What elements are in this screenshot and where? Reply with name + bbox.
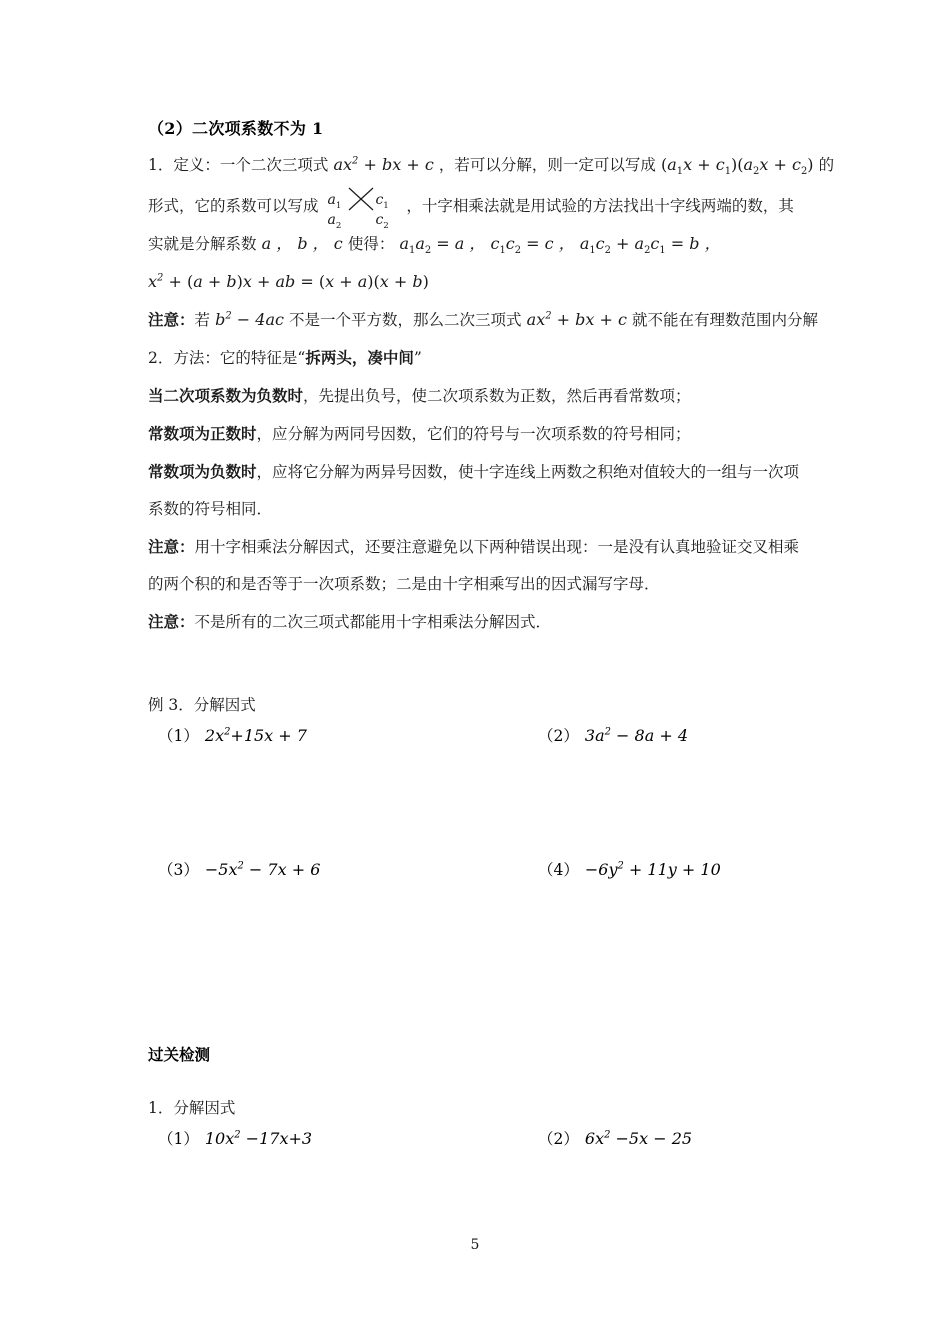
method-rule-1-label: 当二次项系数为负数时 <box>148 386 304 405</box>
definition-equation-2: $c_1c_2 = c$ ， <box>490 234 575 257</box>
page-number: 5 <box>470 1237 480 1253</box>
example-problem-2-expr: $3a^2 - 8a + 4$ <box>584 726 688 745</box>
note-2-label: 注意： <box>148 537 195 556</box>
cross-label-top-right: $c_1$ <box>375 192 389 211</box>
cross-multiplication-diagram <box>325 184 399 231</box>
spacer-after-exercise-heading <box>148 1072 810 1090</box>
definition-text-part3: 的 <box>818 156 835 174</box>
note-1-label: 注意： <box>148 310 195 329</box>
cross-label-bottom-left: $a_2$ <box>327 212 342 231</box>
method-rule-2-label: 常数项为正数时 <box>148 424 257 443</box>
definition-line3-mid: 使得： <box>347 235 395 253</box>
definition-text-part1: 一个二次三项式 <box>219 156 329 174</box>
example-problem-row-1 <box>148 724 810 762</box>
definition-text-part2: ，若可以分解，则一定可以写成 <box>438 156 656 174</box>
section-heading: （2）二次项系数不为 1 <box>148 119 324 138</box>
definition-line-2 <box>148 184 810 231</box>
cross-label-bottom-right: $c_2$ <box>375 212 389 231</box>
definition-line2-prefix: 形式，它的系数可以写成 <box>148 197 319 215</box>
definition-identity-expr: $x^2 + (a + b)x$ + ab = (x + a)(x + b) <box>148 272 429 291</box>
definition-label: 1．定义： <box>148 156 220 174</box>
definition-line-3 <box>148 225 810 263</box>
note-3 <box>148 603 810 641</box>
cross-label-top-left: $a_1$ <box>327 192 342 211</box>
note-2-text: 用十字相乘法分解因式，还要注意避免以下两种错误出现：一是没有认真地验证交叉相乘的两个积的和是否等于一次项系数；二是由十字相乘写出的因式漏写字母． <box>148 538 800 593</box>
exercise-problem-2-expr: $6x^2 -5x - 25$ <box>584 1129 693 1148</box>
method-rule-1 <box>148 377 810 415</box>
note-2 <box>148 528 810 603</box>
definition-equation-3: $a_1c_2 + a_2c_1 = b$ ， <box>579 234 721 257</box>
exercise-heading: 过关检测 <box>148 1045 211 1064</box>
method-line <box>148 339 810 377</box>
example-problem-1-expr: $2x^2+15x + 7$ <box>204 726 307 745</box>
example-problem-row-2 <box>148 858 810 896</box>
exercise-problem-1 <box>158 1127 312 1149</box>
note-1 <box>148 301 819 339</box>
note-1-quadratic-expr: $ax^2$ + bx + c <box>526 310 627 329</box>
method-label: 2．方法： <box>148 349 220 367</box>
note-1-prefix: 若 <box>194 311 211 329</box>
definition-expr-quadratic: $ax^2$ + bx + c <box>333 155 434 174</box>
example-problem-4 <box>538 858 721 880</box>
method-rule-3 <box>148 453 810 528</box>
cross-x-icon <box>347 186 375 212</box>
exercise-problem-row-1 <box>148 1127 810 1165</box>
method-key-phrase: 拆两头，凑中间 <box>305 348 414 367</box>
method-rule-3-label: 常数项为负数时 <box>148 462 257 481</box>
definition-identity-line <box>148 263 810 301</box>
note-1-suffix: 就不能在有理数范围内分解 <box>632 311 819 329</box>
note-1-discriminant-expr: $b^2 - 4ac$ <box>215 310 284 329</box>
definition-line2-suffix: ，十字相乘法就是用试验的方法找出十字线两端的数，其 <box>406 197 794 215</box>
exercise-problem-1-expr: $10x^2 -17x+3$ <box>204 1129 313 1148</box>
spacer-example-rows <box>148 762 810 858</box>
example-problem-3 <box>158 858 320 880</box>
definition-equation-1: $a_1a_2 = a$ ， <box>399 234 486 257</box>
example-problem-2-number: （2） <box>538 727 579 745</box>
page-content <box>148 112 835 1165</box>
example-problem-4-number: （4） <box>538 861 579 879</box>
definition-expr-factored: $(a_1x + c_1)(a_2x + c_2)$ <box>660 155 814 178</box>
definition-line-1 <box>148 146 835 184</box>
spacer-before-example <box>148 641 810 687</box>
method-rule-3-text: ，应将它分解为两异号因数，使十字连线上两数之积绝对值较大的一组与一次项系数的符号相同． <box>148 463 800 518</box>
exercise-problem-1-number: （1） <box>158 1130 199 1148</box>
note-3-text: 不是所有的二次三项式都能用十字相乘法分解因式． <box>194 613 552 631</box>
exercise-problem-2-number: （2） <box>538 1130 579 1148</box>
example-problem-3-expr: $-5x^2 - 7x + 6$ <box>204 860 321 879</box>
definition-line3-prefix: 实就是分解系数 <box>148 235 257 253</box>
definition-coefficient-vars: a ， b ， c <box>261 234 343 253</box>
method-rule-2 <box>148 415 810 453</box>
method-rule-1-text: ，先提出负号，使二次项系数为正数，然后再看常数项； <box>303 387 691 405</box>
method-rule-2-text: ，应分解为两同号因数，它们的符号与一次项系数的符号相同； <box>256 425 691 443</box>
example-problem-1 <box>158 724 307 746</box>
example-problem-2 <box>538 724 688 746</box>
note-1-mid: 不是一个平方数，那么二次三项式 <box>289 311 522 329</box>
example-problem-4-expr: $-6y^2 + 11y + 10$ <box>584 860 721 879</box>
example-title: 例 3．分解因式 <box>148 696 256 714</box>
example-problem-1-number: （1） <box>158 727 199 745</box>
spacer-before-exercise <box>148 896 810 992</box>
exercise-title: 1．分解因式 <box>148 1099 236 1117</box>
example-problem-3-number: （3） <box>158 861 199 879</box>
exercise-problem-2 <box>538 1127 692 1149</box>
note-3-label: 注意： <box>148 612 195 631</box>
method-text-prefix: 它的特征是“ <box>219 349 306 367</box>
spacer-before-exercise-2 <box>148 992 810 1038</box>
method-text-suffix: ” <box>413 349 422 367</box>
